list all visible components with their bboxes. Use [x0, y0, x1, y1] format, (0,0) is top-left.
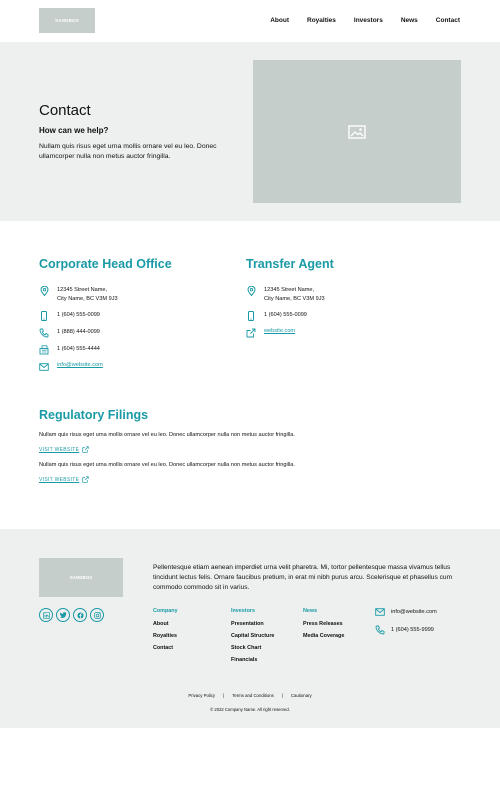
external-link-icon — [82, 476, 89, 483]
fax-icon — [39, 345, 49, 355]
head-office-phone — [39, 328, 100, 338]
address-line2: City Name, BC V3M 9J3 — [264, 295, 325, 302]
address-line1: 12345 Street Name, — [264, 287, 315, 293]
footer-link-financials[interactable]: Financials — [231, 657, 258, 663]
head-office-mobile — [39, 311, 100, 321]
terms-link[interactable]: Terms and Conditions — [232, 693, 274, 698]
visit-website-link[interactable] — [39, 446, 89, 453]
footer-col-heading: Company — [153, 608, 178, 614]
head-office-email — [39, 362, 103, 372]
transfer-agent-title: Transfer Agent — [246, 257, 334, 271]
footer-col-news — [303, 608, 344, 645]
regulatory-item-text: Nullam quis risus eget urna mollis ornare vel eu leo. Donec ullamcorper nulla non metus auctor fringilla. — [39, 432, 295, 438]
head-office-title: Corporate Head Office — [39, 257, 172, 271]
site-header — [0, 0, 500, 42]
mobile-phone-icon — [246, 311, 256, 321]
linkedin-icon[interactable] — [39, 608, 53, 622]
footer-link-media-coverage[interactable]: Media Coverage — [303, 633, 345, 639]
external-link-icon — [82, 446, 89, 453]
logo[interactable]: SANDBOX — [39, 8, 95, 33]
footer-link-about[interactable]: About — [153, 621, 169, 627]
footer-logo[interactable]: SANDBOX — [39, 558, 123, 597]
mobile-number: 1 (604) 555-0099 — [264, 312, 307, 318]
footer-link-stock-chart[interactable]: Stock Chart — [231, 645, 262, 651]
phone-icon — [39, 328, 49, 338]
nav-investors[interactable]: Investors — [353, 17, 383, 24]
footer-link-royalties[interactable]: Royalties — [153, 633, 177, 639]
head-office-fax — [39, 345, 100, 355]
mobile-number: 1 (604) 555-0099 — [57, 312, 100, 318]
footer-col-heading: News — [303, 608, 318, 614]
nav-news[interactable]: News — [400, 17, 418, 24]
head-office-address — [39, 286, 118, 303]
fax-number: 1 (604) 555-4444 — [57, 346, 100, 352]
email-icon — [39, 362, 49, 372]
footer-email[interactable] — [375, 608, 437, 616]
page-title: Contact — [39, 102, 91, 119]
footer-phone[interactable] — [375, 625, 434, 635]
hero-subtitle: How can we help? — [39, 126, 109, 135]
visit-website-link[interactable] — [39, 476, 89, 483]
footer-col-heading: Investors — [231, 608, 255, 614]
privacy-policy-link[interactable]: Privacy Policy — [188, 693, 216, 698]
visit-website-label: VISIT WEBSITE — [39, 446, 80, 453]
footer-about-text: Pellentesque etiam aenean imperdiet urna velit pharetra. Mi, tortor pellentesque massa vivamus tellus tincidunt lectus felis. Ornare faucibus pretium, in erat mi nibh purus arcu. Scelerisque et phasellus cum commodo commodo sit in varius. — [153, 564, 453, 591]
image-placeholder-icon — [348, 125, 366, 139]
address-line1: 12345 Street Name, — [57, 287, 108, 293]
site-footer — [0, 529, 500, 728]
footer-email-text: info@website.com — [391, 609, 437, 615]
footer-col-investors — [231, 608, 274, 669]
footer-link-contact[interactable]: Contact — [153, 645, 174, 651]
hero-image — [253, 60, 461, 203]
nav-about[interactable]: About — [270, 17, 289, 24]
social-links — [39, 608, 104, 622]
mobile-phone-icon — [39, 311, 49, 321]
nav-contact[interactable]: Contact — [435, 17, 460, 24]
address-line2: City Name, BC V3M 9J3 — [57, 295, 118, 302]
twitter-icon[interactable] — [56, 608, 70, 622]
email-link[interactable]: info@website.com — [57, 362, 103, 368]
facebook-icon[interactable] — [73, 608, 87, 622]
location-pin-icon — [39, 286, 49, 296]
location-pin-icon — [246, 286, 256, 296]
email-icon — [375, 608, 385, 616]
legal-links — [0, 693, 500, 698]
external-link-icon — [246, 328, 256, 338]
hero-section — [0, 42, 500, 221]
transfer-agent-website — [246, 328, 295, 338]
cautionary-link[interactable]: Cautionary — [290, 693, 312, 698]
phone-icon — [375, 625, 385, 635]
regulatory-title: Regulatory Filings — [39, 408, 149, 422]
regulatory-item-text: Nullam quis risus eget urna mollis ornare vel eu leo. Donec ullamcorper nulla non metus auctor fringilla. — [39, 462, 295, 468]
phone-number: 1 (888) 444-0099 — [57, 329, 100, 335]
nav-royalties[interactable]: Royalties — [307, 17, 336, 24]
footer-phone-text: 1 (604) 555-9999 — [391, 627, 434, 633]
website-link[interactable]: website.com — [264, 328, 296, 334]
copyright: © 2022 Company Name. All right reserved. — [210, 707, 290, 712]
footer-link-capital-structure[interactable]: Capital Structure — [231, 633, 275, 639]
visit-website-label: VISIT WEBSITE — [39, 476, 80, 483]
transfer-agent-mobile — [246, 311, 307, 321]
legal-divider: | — [281, 693, 283, 698]
main-nav — [252, 17, 460, 24]
instagram-icon[interactable] — [90, 608, 104, 622]
legal-divider: | — [223, 693, 225, 698]
hero-text: Nullam quis risus eget urna mollis ornare vel eu leo. Donec ullamcorper nulla non metus auctor fringilla. — [39, 143, 217, 160]
footer-link-presentation[interactable]: Presentation — [231, 621, 264, 627]
transfer-agent-address — [246, 286, 325, 303]
footer-col-company — [153, 608, 178, 657]
footer-link-press-releases[interactable]: Press Releases — [303, 621, 343, 627]
